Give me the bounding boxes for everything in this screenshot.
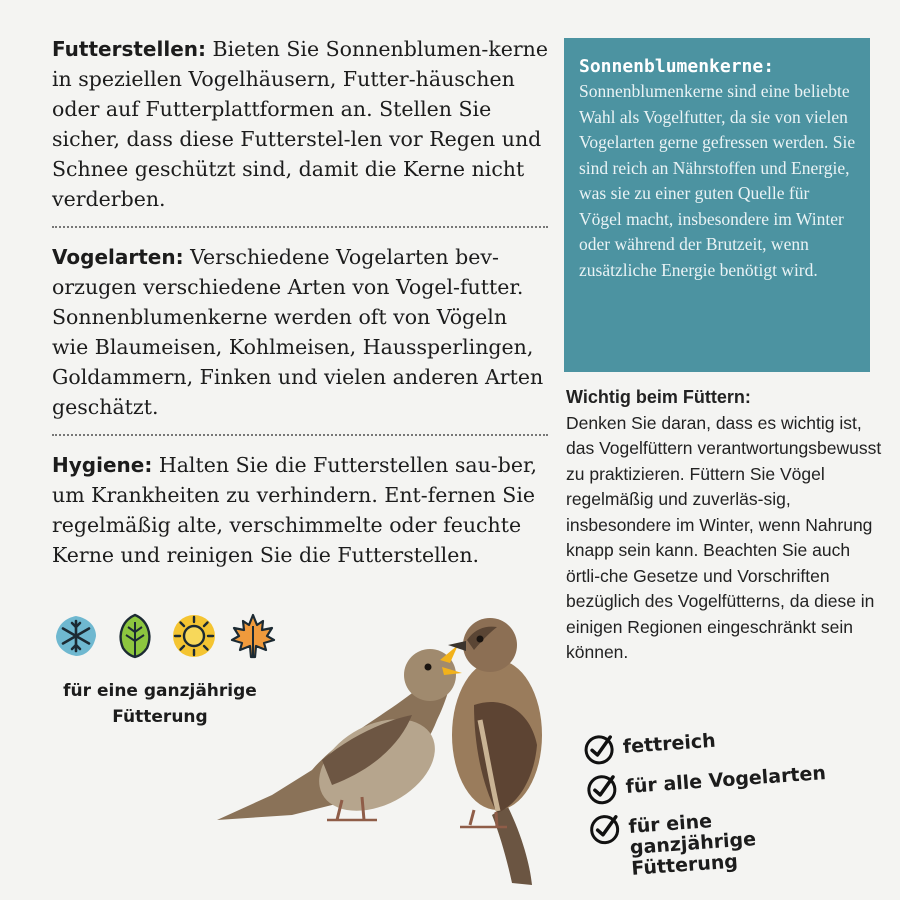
checklist-text: für alle Vogelarten	[624, 762, 827, 799]
section-futterstellen	[52, 34, 548, 214]
section-text: Halten Sie die Futterstellen sau-ber, um Krankheiten zu verhindern. Ent-fernen Sie regelmäßig alte, verschimmelte oder feuchte Kerne und reinigen Sie die Futterstellen.	[52, 453, 538, 567]
section-hygiene	[52, 450, 548, 570]
section-heading: Vogelarten:	[52, 245, 184, 269]
checkmark-icon	[582, 733, 616, 767]
section-vogelarten	[52, 242, 548, 422]
leaf-icon	[111, 612, 159, 660]
dotted-divider	[52, 434, 548, 436]
checklist-text: fettreich	[622, 729, 717, 759]
checkmark-icon	[585, 773, 619, 807]
left-column	[52, 34, 548, 570]
sunflower-info-box	[564, 38, 870, 372]
feeding-notice-body: Denken Sie daran, dass es wichtig ist, das Vogelfüttern verantwortungsbewusst zu praktizieren. Füttern Sie Vögel regelmäßig und zuverläs-sig, insbesondere im Winter, wenn Nahrung knapp sein kann. Beachten Sie auch örtli-che Gesetze und Vorschriften bezüglich des Vogelfütterns, da diese in einigen Regionen eingeschränkt sein können.	[566, 412, 882, 662]
checkmark-icon	[588, 813, 622, 847]
feature-checklist	[582, 713, 900, 890]
section-heading: Futterstellen:	[52, 37, 206, 61]
feeding-notice-title: Wichtig beim Füttern:	[566, 387, 751, 407]
section-text: Verschiedene Vogelarten bev-orzugen verschiedene Arten von Vogel-futter. Sonnenblumenkerne werden oft von Vögeln wie Blaumeisen, Kohlmeisen, Haussperlingen, Goldammern, Finken und vielen anderen Arten geschätzt.	[52, 245, 544, 419]
feeding-notice	[566, 385, 886, 666]
checklist-text: für eine ganzjährige Fütterung	[627, 810, 757, 880]
info-box-title: Sonnenblumenkerne:	[579, 56, 775, 77]
dotted-divider	[52, 226, 548, 228]
sparrows-illustration	[212, 615, 557, 900]
section-heading: Hygiene:	[52, 453, 153, 477]
info-box-body: Sonnenblumenkerne sind eine beliebte Wahl als Vogelfutter, da sie von vielen Vogelarten gerne gefressen werden. Sie sind reich an Nährstoffen und Energie, was sie zu einer guten Quelle für Vögel macht, insbesondere im Winter oder während der Brutzeit, wenn zusätzliche Energie benötigt wird.	[579, 81, 856, 280]
sun-icon	[170, 612, 218, 660]
snowflake-icon	[52, 612, 100, 660]
year-round-caption: für eine ganzjährige Fütterung	[63, 681, 257, 727]
checklist-item	[588, 793, 900, 882]
section-text: Bieten Sie Sonnenblumen-kerne in speziellen Vogelhäusern, Futter-häuschen oder auf Futterplattformen an. Stellen Sie sicher, dass diese Futterstel-len vor Regen und Schnee geschützt sind, damit die Kerne nicht verderben.	[52, 37, 549, 211]
